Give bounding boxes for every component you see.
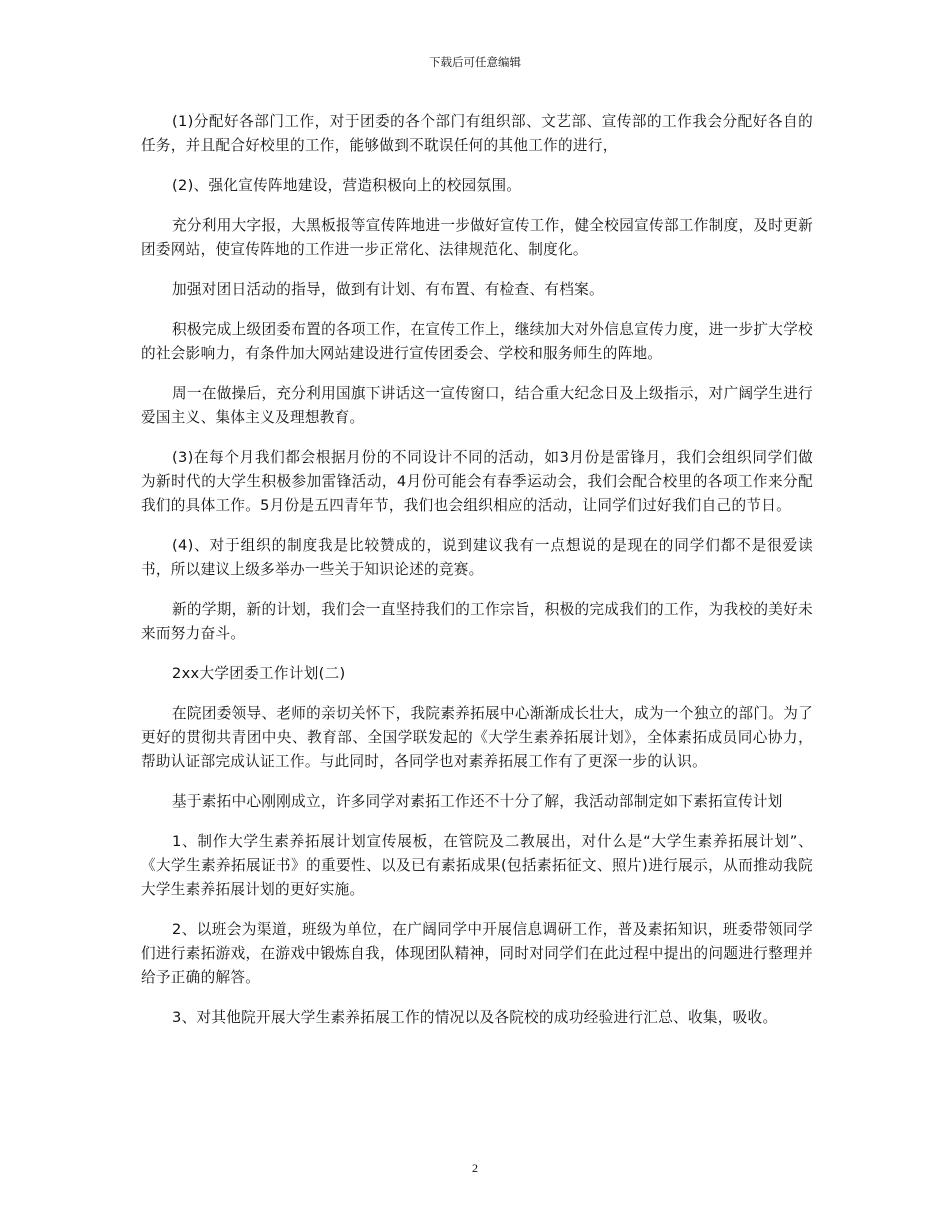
page-number: 2: [472, 1161, 478, 1175]
document-body: [141, 110, 813, 1046]
paragraph: 周一在做操后，充分利用国旗下讲话这一宣传窗口，结合重大纪念日及上级指示，对广阔学生进行爱国主义、集体主义及理想教育。: [141, 385, 813, 426]
paragraph: 加强对团日活动的指导，做到有计划、有布置、有检查、有档案。: [172, 281, 604, 298]
paragraph: 在院团委领导、老师的亲切关怀下，我院素养拓展中心渐渐成长壮大，成为一个独立的部门。为了更好的贯彻共青团中央、教育部、全国学联发起的《大学生素养拓展计划》，全体素拓成员同心协力，帮助认证部完成认证工作。与此同时，各同学也对素养拓展工作有了更深一步的认识。: [141, 705, 813, 770]
paragraph: 1、制作大学生素养拓展计划宣传展板，在管院及二教展出，对什么是“大学生素养拓展计划”、《大学生素养拓展证书》的重要性、以及已有素拓成果(包括素拓征文、照片)进行展示，从而推动我院大学生素养拓展计划的更好实施。: [141, 833, 813, 898]
paragraph: 新的学期，新的计划，我们会一直坚持我们的工作宗旨，积极的完成我们的工作，为我校的美好未来而努力奋斗。: [141, 601, 813, 642]
paragraph: 基于素拓中心刚刚成立，许多同学对素拓工作还不十分了解，我活动部制定如下素拓宣传计划: [172, 793, 783, 810]
paragraph: 3、对其他院开展大学生素养拓展工作的情况以及各院校的成功经验进行汇总、收集，吸收。: [172, 1009, 778, 1026]
paragraph: (2)、强化宣传阵地建设，营造积极向上的校园氛围。: [172, 177, 522, 194]
paragraph: 积极完成上级团委布置的各项工作，在宣传工作上，继续加大对外信息宣传力度，进一步扩大学校的社会影响力，有条件加大网站建设进行宣传团委会、学校和服务师生的阵地。: [141, 321, 813, 362]
page-header: 下载后可任意编辑: [429, 55, 521, 69]
paragraph: (4)、对于组织的制度我是比较赞成的，说到建议我有一点想说的是现在的同学们都不是很爱读书，所以建议上级多举办一些关于知识论述的竞赛。: [141, 537, 813, 578]
paragraph: 充分利用大字报，大黑板报等宣传阵地进一步做好宣传工作，健全校园宣传部工作制度，及时更新团委网站，使宣传阵地的工作进一步正常化、法律规范化、制度化。: [141, 217, 813, 258]
paragraph: (3)在每个月我们都会根据月份的不同设计不同的活动，如3月份是雷锋月，我们会组织同学们做为新时代的大学生积极参加雷锋活动，4月份可能会有春季运动会，我们会配合校里的各项工作来分配我们的具体工作。5月份是五四青年节，我们也会组织相应的活动，让同学们过好我们自己的节日。: [141, 449, 813, 514]
section-heading: 2xx大学团委工作计划(二): [172, 665, 346, 682]
paragraph: 2、以班会为渠道，班级为单位，在广阔同学中开展信息调研工作，普及素拓知识，班委带领同学们进行素拓游戏，在游戏中锻炼自我，体现团队精神，同时对同学们在此过程中提出的问题进行整理并给予正确的解答。: [141, 921, 813, 986]
paragraph: (1)分配好各部门工作，对于团委的各个部门有组织部、文艺部、宣传部的工作我会分配好各自的任务，并且配合好校里的工作，能够做到不耽误任何的其他工作的进行，: [141, 113, 813, 154]
